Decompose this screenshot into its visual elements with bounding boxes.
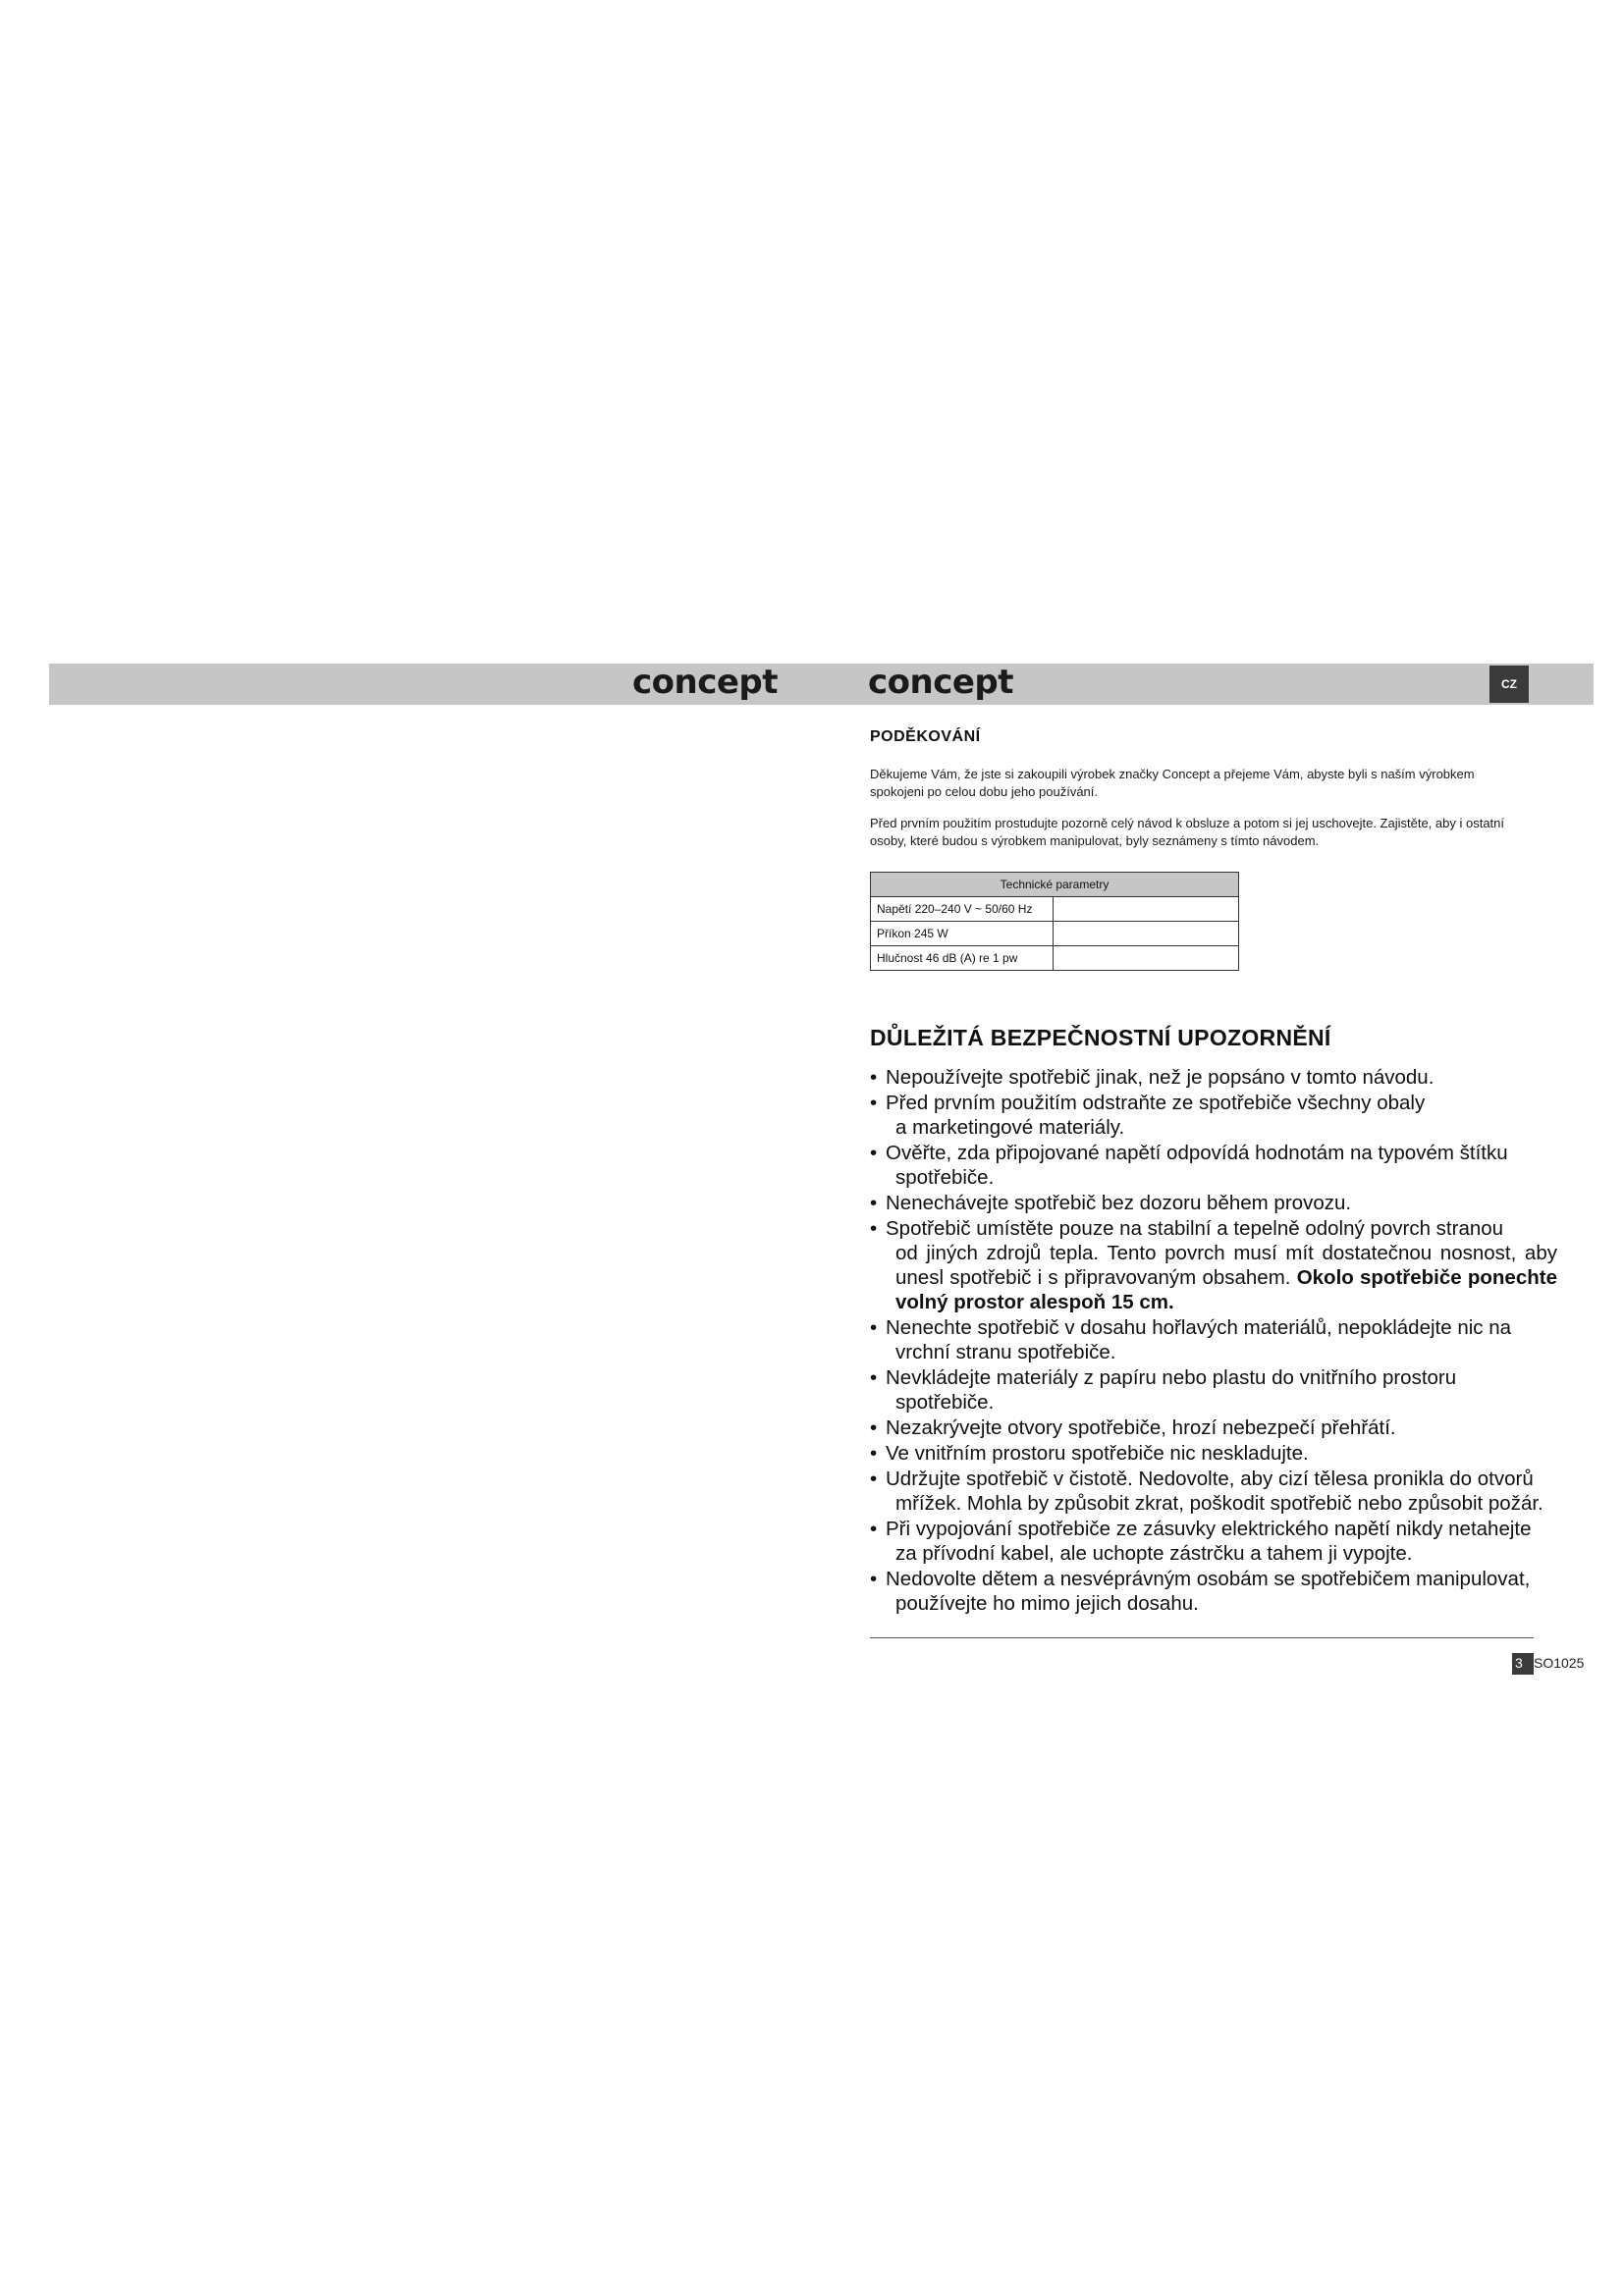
list-item-bold-note: Okolo spotřebiče ponechte volný prostor alespoň 15 cm. xyxy=(895,1266,1557,1313)
list-item-text: Před prvním použitím odstraňte ze spotřebiče všechny obaly xyxy=(886,1092,1426,1114)
list-item-text: Nenechte spotřebič v dosahu hořlavých materiálů, nepokládejte nic na xyxy=(886,1316,1512,1339)
list-item-continuation: od jiných zdrojů tepla. Tento povrch musí mít dostatečnou nosnost, aby unesl spotřebič i s připravovaným obsahem. xyxy=(895,1242,1557,1289)
list-item-text: Při vypojování spotřebiče ze zásuvky elektrického napětí nikdy netahejte xyxy=(886,1518,1532,1540)
table-cell-empty xyxy=(1054,946,1239,971)
list-item-continuation: a marketingové materiály. xyxy=(895,1116,1125,1139)
thanks-paragraph-2: Před prvním použitím prostudujte pozorně celý návod k obsluze a potom si jej uschovejte. Zajistěte, aby i ostatní osoby, které budou s výrobkem manipulovat, byly seznámeny s tímto návodem. xyxy=(870,816,1505,848)
brand-logo-left: concept xyxy=(632,663,779,702)
list-item-text: Nezakrývejte otvory spotřebiče, hrozí nebezpečí přehřátí. xyxy=(886,1416,1396,1439)
list-item-continuation: používejte ho mimo jejich dosahu. xyxy=(895,1592,1199,1615)
table-cell-power: Příkon 245 W xyxy=(871,922,1054,946)
bullet-icon: • xyxy=(870,1142,878,1164)
list-item xyxy=(870,1216,1557,1314)
thanks-title: PODĚKOVÁNÍ xyxy=(870,728,981,745)
bullet-icon: • xyxy=(870,1066,878,1089)
table-row xyxy=(871,922,1239,946)
safety-title: DŮLEŽITÁ BEZPEČNOSTNÍ UPOZORNĚNÍ xyxy=(870,1025,1331,1050)
list-item-continuation-wrap xyxy=(886,1241,1557,1314)
page-number-box xyxy=(1512,1653,1534,1675)
table-cell-voltage: Napětí 220–240 V ~ 50/60 Hz xyxy=(871,897,1054,922)
list-item xyxy=(870,1191,1557,1215)
list-item-text: Nenechávejte spotřebič bez dozoru během provozu. xyxy=(886,1192,1352,1214)
list-item xyxy=(870,1141,1557,1190)
list-item-text: Ověřte, zda připojované napětí odpovídá hodnotám na typovém štítku xyxy=(886,1142,1508,1164)
bullet-icon: • xyxy=(870,1468,878,1490)
list-item xyxy=(870,1065,1557,1090)
technical-parameters-table xyxy=(870,872,1239,971)
list-item-continuation: spotřebiče. xyxy=(895,1166,995,1189)
table-header-row xyxy=(871,873,1239,897)
list-item xyxy=(870,1567,1557,1616)
bullet-icon: • xyxy=(870,1316,878,1339)
thanks-paragraph-1: Děkujeme Vám, že jste si zakoupili výrobek značky Concept a přejeme Vám, abyste byli s naším výrobkem spokojeni po celou dobu jeho používání. xyxy=(870,767,1475,799)
list-item-text: Nevkládejte materiály z papíru nebo plastu do vnitřního prostoru xyxy=(886,1366,1457,1389)
table-header: Technické parametry xyxy=(871,873,1239,897)
bullet-icon: • xyxy=(870,1366,878,1389)
bullet-icon: • xyxy=(870,1416,878,1439)
list-item xyxy=(870,1441,1557,1466)
list-item-text: Spotřebič umístěte pouze na stabilní a tepelně odolný povrch stranou xyxy=(886,1217,1504,1240)
bullet-icon: • xyxy=(870,1442,878,1465)
header-bar xyxy=(49,664,1594,705)
list-item-continuation: vrchní stranu spotřebiče. xyxy=(895,1341,1116,1363)
bullet-icon: • xyxy=(870,1217,878,1240)
table-cell-empty xyxy=(1054,897,1239,922)
bullet-icon: • xyxy=(870,1568,878,1590)
list-item xyxy=(870,1517,1557,1566)
table-row xyxy=(871,946,1239,971)
bullet-icon: • xyxy=(870,1518,878,1540)
bullet-icon: • xyxy=(870,1192,878,1214)
list-item-text: Udržujte spotřebič v čistotě. Nedovolte, aby cizí tělesa pronikla do otvorů xyxy=(886,1468,1534,1490)
table-cell-empty xyxy=(1054,922,1239,946)
page-number: 3 xyxy=(1515,1655,1523,1671)
language-badge: CZ xyxy=(1489,666,1529,703)
list-item xyxy=(870,1415,1557,1440)
bullet-icon: • xyxy=(870,1092,878,1114)
list-item xyxy=(870,1365,1557,1415)
table-row xyxy=(871,897,1239,922)
list-item-continuation: spotřebiče. xyxy=(895,1391,995,1414)
list-item xyxy=(870,1467,1557,1516)
table-cell-noise: Hlučnost 46 dB (A) re 1 pw xyxy=(871,946,1054,971)
brand-logo-right: concept xyxy=(868,663,1014,702)
safety-list xyxy=(870,1065,1557,1617)
list-item-continuation: mřížek. Mohla by způsobit zkrat, poškodit spotřebič nebo způsobit požár. xyxy=(895,1492,1543,1515)
list-item xyxy=(870,1091,1557,1140)
footer-divider xyxy=(870,1637,1534,1638)
list-item-text: Nedovolte dětem a nesvéprávným osobám se spotřebičem manipulovat, xyxy=(886,1568,1531,1590)
list-item-text: Ve vnitřním prostoru spotřebiče nic neskladujte. xyxy=(886,1442,1309,1465)
list-item-text: Nepoužívejte spotřebič jinak, než je popsáno v tomto návodu. xyxy=(886,1066,1435,1089)
model-code: SO1025 xyxy=(1534,1655,1585,1671)
list-item xyxy=(870,1315,1557,1364)
list-item-continuation: za přívodní kabel, ale uchopte zástrčku a tahem ji vypojte. xyxy=(895,1542,1413,1565)
